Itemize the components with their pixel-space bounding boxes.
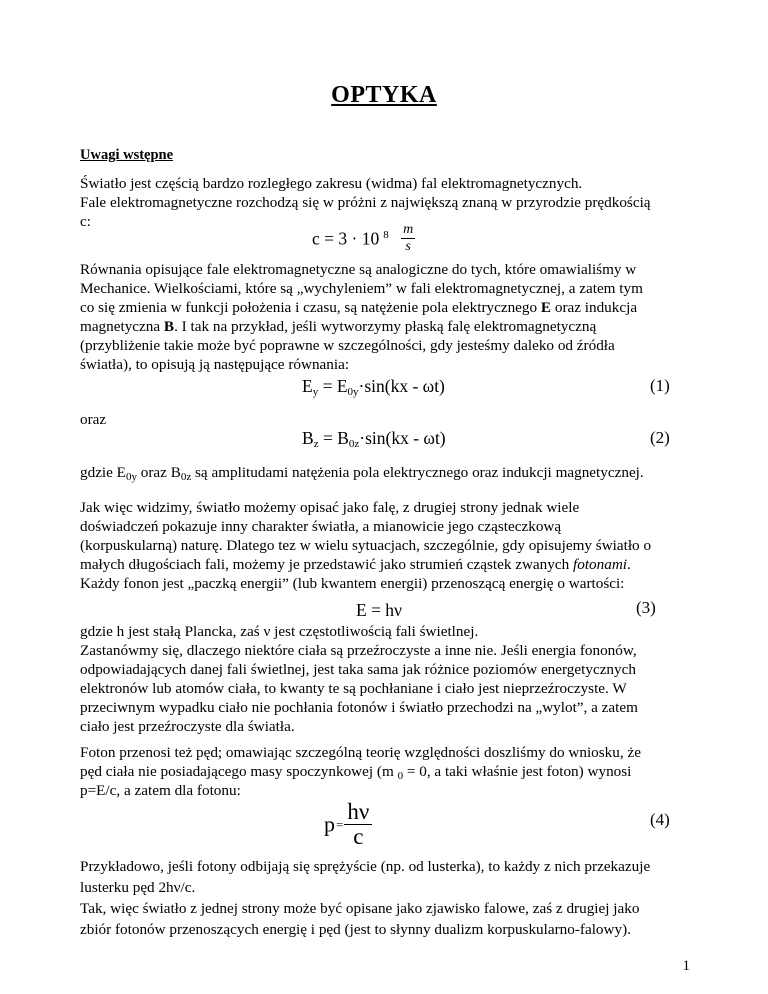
text-line: magnetyczna B. I tak na przykład, jeśli wytworzymy płaską falę elektromagnetyczną xyxy=(80,318,597,335)
page-title: OPTYKA xyxy=(331,82,437,108)
equation-4: p= $\frac{h\nu}{c}$ xyxy=(324,800,372,849)
text-line: Mechanice. Wielkościami, które są „wychyleniem” w fali elektromagnetycznej, a zatem tym xyxy=(80,280,643,297)
paragraph-amplitudes: gdzie $E_{0y}$ oraz $B_{0z}$ są amplitudami natężenia pola elektrycznego oraz indukcji magnetycznej. xyxy=(80,464,644,483)
equation-3: E = hν xyxy=(356,600,402,620)
fraction-h-nu-over-c: $\frac{h\nu}{c}$ xyxy=(344,800,372,849)
fraction-m-per-s: $\frac{m}{s}$ xyxy=(403,222,414,254)
text-line: Foton przenosi też pęd; omawiając szczególną teorię względności doszliśmy do wniosku, że xyxy=(80,744,641,761)
text-line: przeciwnym wypadku ciało nie pochłania fotonów i światło przechodzi na „wylot”, a zatem xyxy=(80,699,638,716)
bold-symbol-B: B xyxy=(163,318,175,335)
paragraph-momentum xyxy=(80,743,700,800)
paragraph-dualism xyxy=(80,856,700,940)
italic-term: fotonami xyxy=(573,556,628,573)
text-line: gdzie h jest stałą Plancka, zaś ν jest częstotliwością fali świetlnej. xyxy=(80,623,479,640)
text-line: c: xyxy=(80,213,91,230)
equation-number: (3) xyxy=(636,598,656,617)
equation-number: (2) xyxy=(650,428,670,447)
text-line: Równania opisujące fale elektromagnetyczne są analogiczne do tych, które omawialiśmy w xyxy=(80,261,637,278)
text-line: zbiór fotonów przenoszących energię i pęd (jest to słynny dualizm korpuskularno-falowy). xyxy=(80,921,631,938)
text-line: co się zmienia w funkcji położenia i czasu, są natężenie pola elektrycznego E oraz indukcja xyxy=(80,299,638,316)
text-line: (przybliżenie takie może być poprawne w szczególności, gdy jesteśmy daleko od źródła xyxy=(80,337,615,354)
text-line: Każdy fonon jest „paczką energii” (lub kwantem energii) przenoszącą energię o wartości: xyxy=(80,575,625,592)
paragraph-transparency xyxy=(80,622,700,736)
text-line: Przykładowo, jeśli fotony odbijają się sprężyście (np. od lusterka), to każdy z nich przekazuje xyxy=(80,858,651,875)
text-line: p=E/c, a zatem dla fotonu: xyxy=(80,782,241,799)
equation-number: (4) xyxy=(650,810,670,829)
equation-2: $B_z = B_{0z}\cdot\sin(kx - \omega t)$ xyxy=(302,428,446,450)
paragraph-intro xyxy=(80,174,700,231)
equation-speed-of-light: c = 3 · 10 $^8$ $\frac{m}{s}$ xyxy=(312,222,414,254)
text-line: ciało jest przeźroczyste dla światła. xyxy=(80,718,295,735)
page-number: 1 xyxy=(682,958,690,974)
text-line: lusterku pęd 2hν/c. xyxy=(80,879,196,896)
equation-number: (1) xyxy=(650,376,670,395)
text-line: Jak więc widzimy, światło możemy opisać jako falę, z drugiej strony jednak wiele xyxy=(80,499,580,516)
text-line: pęd ciała nie posiadającego masy spoczynkowej (m $_0$ = 0, a taki właśnie jest foton) wynosi xyxy=(80,763,632,782)
text-line: małych długościach fali, możemy je przedstawić jako strumień cząstek zwanych fotonami. xyxy=(80,556,631,573)
connector-word: oraz xyxy=(80,411,107,428)
exponent: 8 xyxy=(383,228,389,241)
paragraph-photons xyxy=(80,498,700,593)
text-line: Zastanówmy się, dlaczego niektóre ciała są przeźroczyste a inne nie. Jeśli energia fononów, xyxy=(80,642,637,659)
text-line: doświadczeń pokazuje inny charakter światła, a mianowicie jego cząsteczkową xyxy=(80,518,562,535)
paragraph-wave-description xyxy=(80,260,700,374)
text-line: Fale elektromagnetyczne rozchodzą się w próżni z największą znaną w przyrodzie prędkością xyxy=(80,194,651,211)
text-line: odpowiadających danej fali świetlnej, jest taka sama jak różnice poziomów energetycznych xyxy=(80,661,636,678)
equation-1: $E_y = E_{0y}\cdot\sin(kx - \omega t)$ xyxy=(302,376,445,398)
text-line: Tak, więc światło z jednej strony może być opisane jako zjawisko falowe, zaś z drugiej jako xyxy=(80,900,640,917)
text-line: elektronów lub atomów ciała, to kwanty te są pochłaniane i ciało jest nieprzeźroczyste. W xyxy=(80,680,627,697)
text-line: (korpuskularną) naturę. Dlatego tez w wielu sytuacjach, szczególnie, gdy opisujemy światło o xyxy=(80,537,652,554)
text-line: Światło jest częścią bardzo rozległego zakresu (widma) fal elektromagnetycznych. xyxy=(80,175,583,192)
text-line: światła), to opisują ją następujące równania: xyxy=(80,356,350,373)
bold-symbol-E: E xyxy=(540,299,552,316)
section-heading: Uwagi wstępne xyxy=(80,147,174,163)
